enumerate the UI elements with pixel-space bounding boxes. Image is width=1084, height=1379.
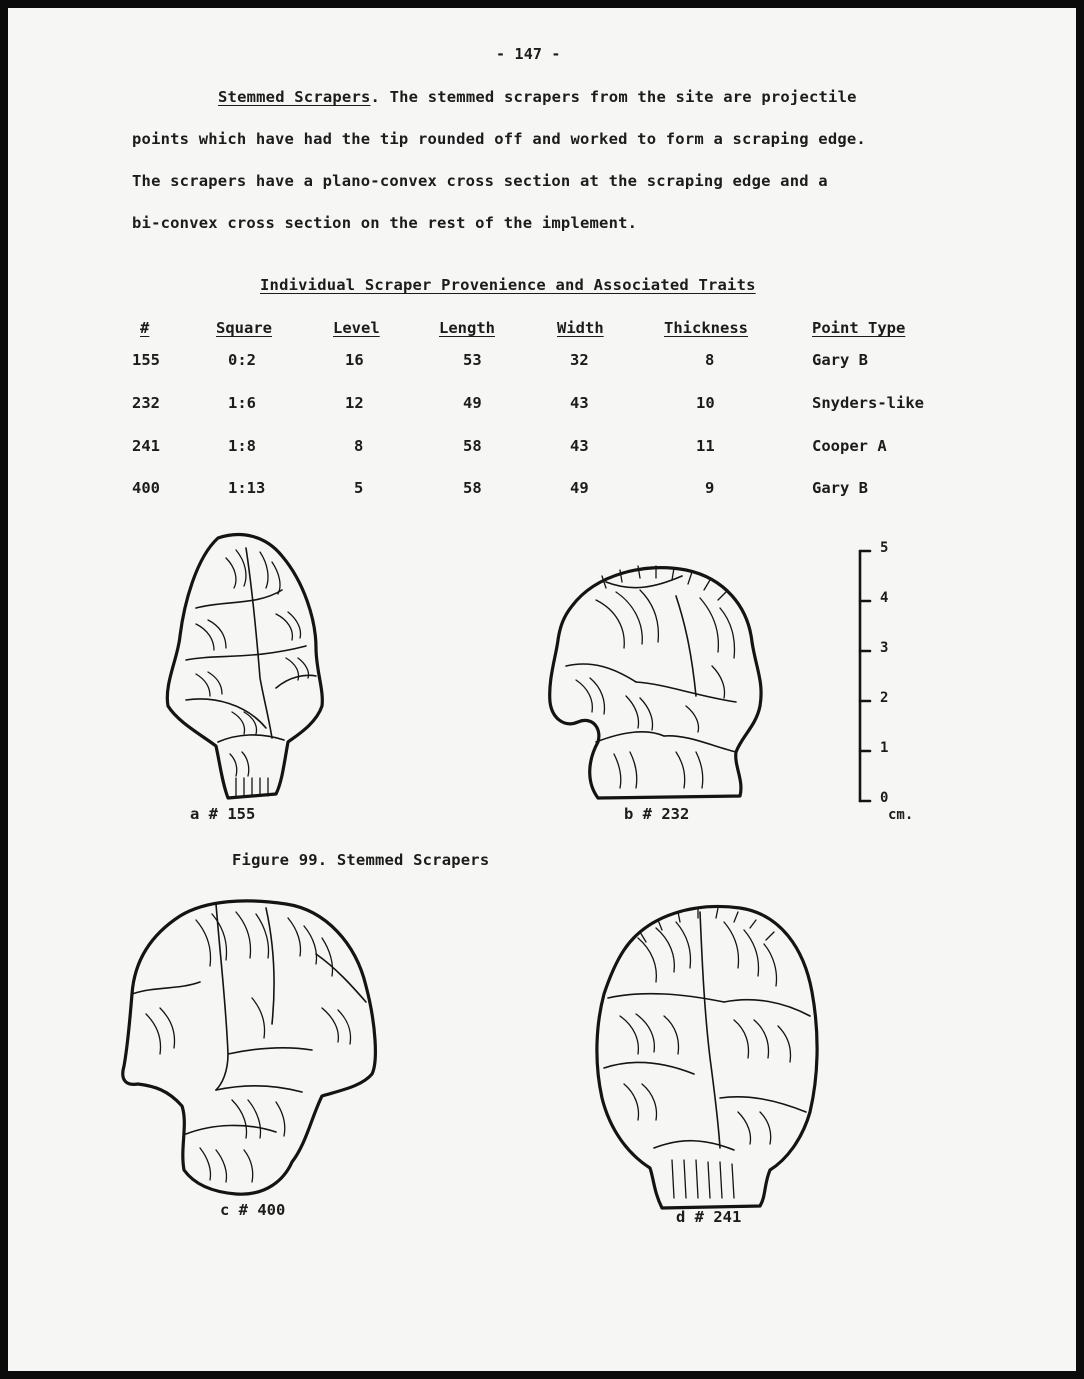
cell-width: 43 bbox=[570, 437, 589, 455]
cell-square: 0:2 bbox=[228, 351, 256, 369]
scale-tick-label: 1 bbox=[880, 740, 889, 756]
cell-square: 1:6 bbox=[228, 394, 256, 412]
cell-number: 241 bbox=[132, 437, 160, 455]
scale-tick-label: 5 bbox=[880, 540, 889, 556]
cell-thickness: 10 bbox=[696, 394, 715, 412]
cell-point-type: Snyders-like bbox=[812, 394, 924, 412]
cell-thickness: 9 bbox=[705, 479, 715, 497]
cell-number: 232 bbox=[132, 394, 160, 412]
cell-level: 12 bbox=[345, 394, 364, 412]
figure-label-d: d # 241 bbox=[676, 1208, 742, 1226]
figure-label-b: b # 232 bbox=[624, 805, 690, 823]
cell-level: 8 bbox=[354, 437, 364, 455]
scale-bar bbox=[846, 545, 876, 805]
column-header-square: Square bbox=[216, 319, 272, 337]
document-page bbox=[8, 8, 1076, 1371]
column-header-number: # bbox=[140, 319, 150, 337]
cell-level: 5 bbox=[354, 479, 364, 497]
cell-length: 49 bbox=[463, 394, 482, 412]
cell-length: 53 bbox=[463, 351, 482, 369]
cell-length: 58 bbox=[463, 437, 482, 455]
column-header-width: Width bbox=[557, 319, 604, 337]
cell-point-type: Gary B bbox=[812, 479, 868, 497]
cell-square: 1:13 bbox=[228, 479, 266, 497]
cell-number: 155 bbox=[132, 351, 160, 369]
page-number: - 147 - bbox=[496, 45, 561, 63]
scale-tick-label: 0 bbox=[880, 790, 889, 806]
scraper-c-drawing bbox=[116, 894, 386, 1204]
scraper-d-drawing bbox=[584, 898, 830, 1216]
section-heading: Stemmed Scrapers bbox=[218, 88, 371, 106]
paragraph-line-2: points which have had the tip rounded off and worked to form a scraping edge. bbox=[132, 130, 866, 148]
figure-caption: Figure 99. Stemmed Scrapers bbox=[232, 851, 490, 869]
scale-tick-label: 3 bbox=[880, 640, 889, 656]
cell-point-type: Gary B bbox=[812, 351, 868, 369]
cell-thickness: 8 bbox=[705, 351, 715, 369]
cell-number: 400 bbox=[132, 479, 160, 497]
cell-thickness: 11 bbox=[696, 437, 715, 455]
scraper-b-drawing bbox=[536, 556, 776, 802]
scale-unit: cm. bbox=[888, 807, 914, 823]
scraper-a-drawing bbox=[156, 528, 336, 803]
cell-width: 43 bbox=[570, 394, 589, 412]
cell-width: 32 bbox=[570, 351, 589, 369]
paragraph-line-4: bi-convex cross section on the rest of the implement. bbox=[132, 214, 638, 232]
cell-length: 58 bbox=[463, 479, 482, 497]
column-header-point-type: Point Type bbox=[812, 319, 906, 337]
table-title: Individual Scraper Provenience and Associated Traits bbox=[260, 276, 756, 294]
cell-square: 1:8 bbox=[228, 437, 256, 455]
figure-label-a: a # 155 bbox=[190, 805, 256, 823]
figure-label-c: c # 400 bbox=[220, 1201, 286, 1219]
cell-width: 49 bbox=[570, 479, 589, 497]
paragraph-line-1-rest: . The stemmed scrapers from the site are projectile bbox=[370, 88, 857, 106]
column-header-level: Level bbox=[333, 319, 380, 337]
cell-point-type: Cooper A bbox=[812, 437, 887, 455]
paragraph-line-1 bbox=[218, 88, 857, 106]
paragraph-line-3: The scrapers have a plano-convex cross section at the scraping edge and a bbox=[132, 172, 828, 190]
column-header-thickness: Thickness bbox=[664, 319, 748, 337]
cell-level: 16 bbox=[345, 351, 364, 369]
column-header-length: Length bbox=[439, 319, 495, 337]
scale-tick-label: 2 bbox=[880, 690, 889, 706]
scale-tick-label: 4 bbox=[880, 590, 889, 606]
